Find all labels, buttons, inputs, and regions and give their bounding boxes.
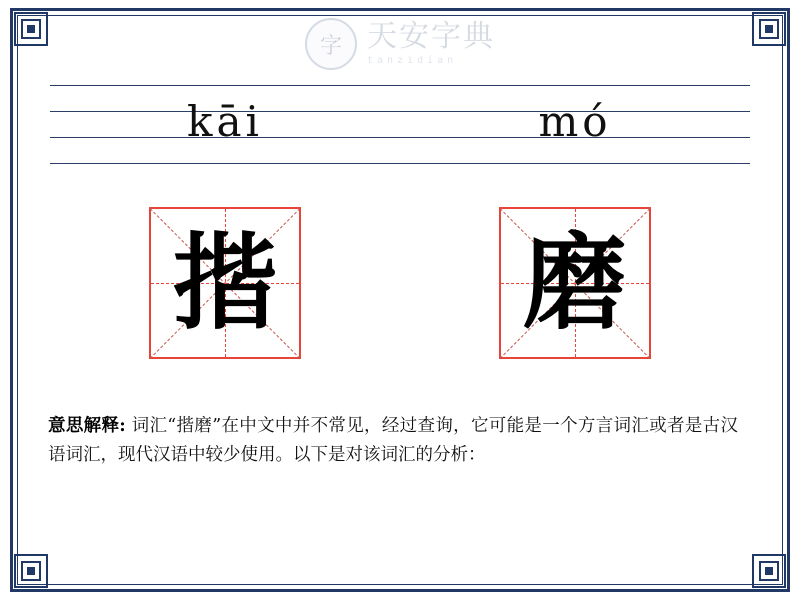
explanation-text: 词汇“揩磨”在中文中并不常见，经过查询，它可能是一个方言词汇或者是古汉语词汇，现代汉语中较少使用。以下是对该词汇的分析：	[48, 416, 738, 465]
character-slot-1	[50, 205, 400, 360]
explanation-label: 意思解释:	[48, 416, 126, 436]
tianzige-grid-1	[149, 207, 301, 359]
character-slot-2	[400, 205, 750, 360]
site-subtitle: tanzidian	[367, 55, 458, 66]
seal-stamp-icon	[305, 18, 357, 70]
character-glyph-1: 揩	[172, 220, 277, 344]
explanation-block	[48, 412, 738, 470]
pinyin-text-1: kāi	[187, 96, 263, 146]
site-title: 天安字典	[367, 19, 495, 54]
pinyin-staff	[50, 85, 750, 165]
logo-text-block	[367, 19, 495, 66]
character-glyph-2: 磨	[522, 220, 627, 344]
corner-ornament-bottom-right-icon	[752, 554, 786, 588]
corner-ornament-top-left-icon	[14, 12, 48, 46]
staff-line-4	[50, 163, 750, 164]
site-watermark-logo	[305, 18, 495, 70]
character-row	[50, 205, 750, 360]
seal-stamp-glyph: 字	[319, 33, 342, 59]
corner-ornament-bottom-left-icon	[14, 554, 48, 588]
tianzige-grid-2	[499, 207, 651, 359]
pinyin-text-2: mó	[538, 96, 612, 146]
pinyin-row	[50, 85, 750, 163]
corner-ornament-top-right-icon	[752, 12, 786, 46]
